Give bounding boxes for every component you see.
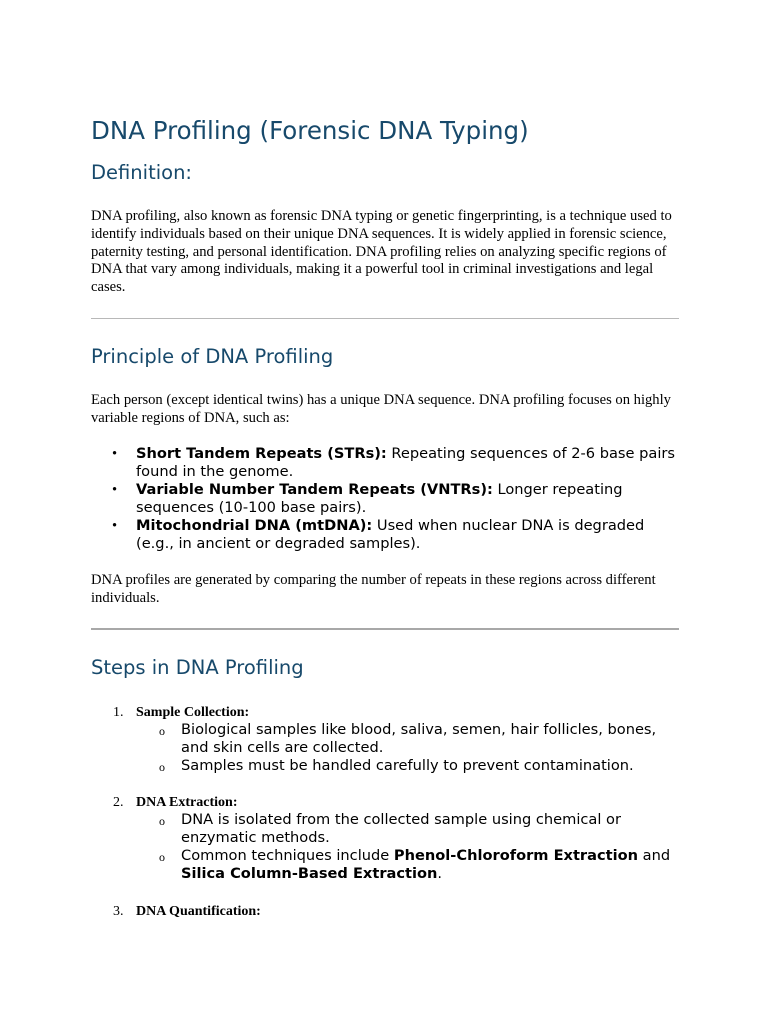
step-title: DNA Quantification: xyxy=(136,904,261,919)
list-item-text: Longer repeating sequences (10-100 base pairs). xyxy=(136,481,623,516)
list-item-term: Mitochondrial DNA (mtDNA): xyxy=(136,517,373,534)
step-title: DNA Extraction: xyxy=(136,795,238,810)
definition-heading: Definition: xyxy=(91,161,192,184)
principle-heading: Principle of DNA Profiling xyxy=(91,345,334,368)
list-item: o Biological samples like blood, saliva, semen, hair follicles, bones, and skin cells are collected. xyxy=(181,721,681,757)
section-divider xyxy=(91,318,679,319)
list-item-term: Variable Number Tandem Repeats (VNTRs): xyxy=(136,481,493,498)
point-bold-term: Silica Column-Based Extraction xyxy=(181,865,438,882)
list-item-text: Used when nuclear DNA is degraded (e.g., in ancient or degraded samples). xyxy=(136,517,645,552)
steps-heading: Steps in DNA Profiling xyxy=(91,656,304,679)
step-number: 1. xyxy=(113,705,124,720)
list-item xyxy=(136,445,681,481)
page-title: DNA Profiling (Forensic DNA Typing) xyxy=(91,116,529,145)
list-item xyxy=(136,517,681,553)
list-item-term: Short Tandem Repeats (STRs): xyxy=(136,445,387,462)
list-item xyxy=(136,481,681,517)
principle-list xyxy=(136,445,681,553)
section-divider xyxy=(91,628,679,630)
point-text: Common techniques include xyxy=(181,847,394,864)
point-text: . xyxy=(437,865,443,882)
list-item xyxy=(181,847,681,883)
step-title: Sample Collection: xyxy=(136,705,250,720)
point-bold-term: Phenol-Chloroform Extraction xyxy=(393,847,639,864)
principle-outro: DNA profiles are generated by comparing the number of repeats in these regions across different individuals. xyxy=(91,572,656,606)
list-item: o Samples must be handled carefully to prevent contamination. xyxy=(181,757,681,775)
step-number: 3. xyxy=(113,904,124,919)
step-number: 2. xyxy=(113,795,124,810)
step-points xyxy=(181,721,681,775)
step-points xyxy=(181,811,681,883)
point-text: and xyxy=(638,847,671,864)
list-item-text: Repeating sequences of 2-6 base pairs found in the genome. xyxy=(136,445,676,480)
list-item: o DNA is isolated from the collected sample using chemical or enzymatic methods. xyxy=(181,811,681,847)
definition-paragraph: DNA profiling, also known as forensic DNA typing or genetic fingerprinting, is a technique used to identify individuals based on their unique DNA sequences. It is widely applied in forensic science, paternity testing, and personal identification. DNA profiling relies on analyzing specific regions of DNA that vary among individuals, making it a powerful tool in criminal investigations and legal cases. xyxy=(91,208,672,296)
principle-intro: Each person (except identical twins) has a unique DNA sequence. DNA profiling focuses on highly variable regions of DNA, such as: xyxy=(91,392,671,426)
